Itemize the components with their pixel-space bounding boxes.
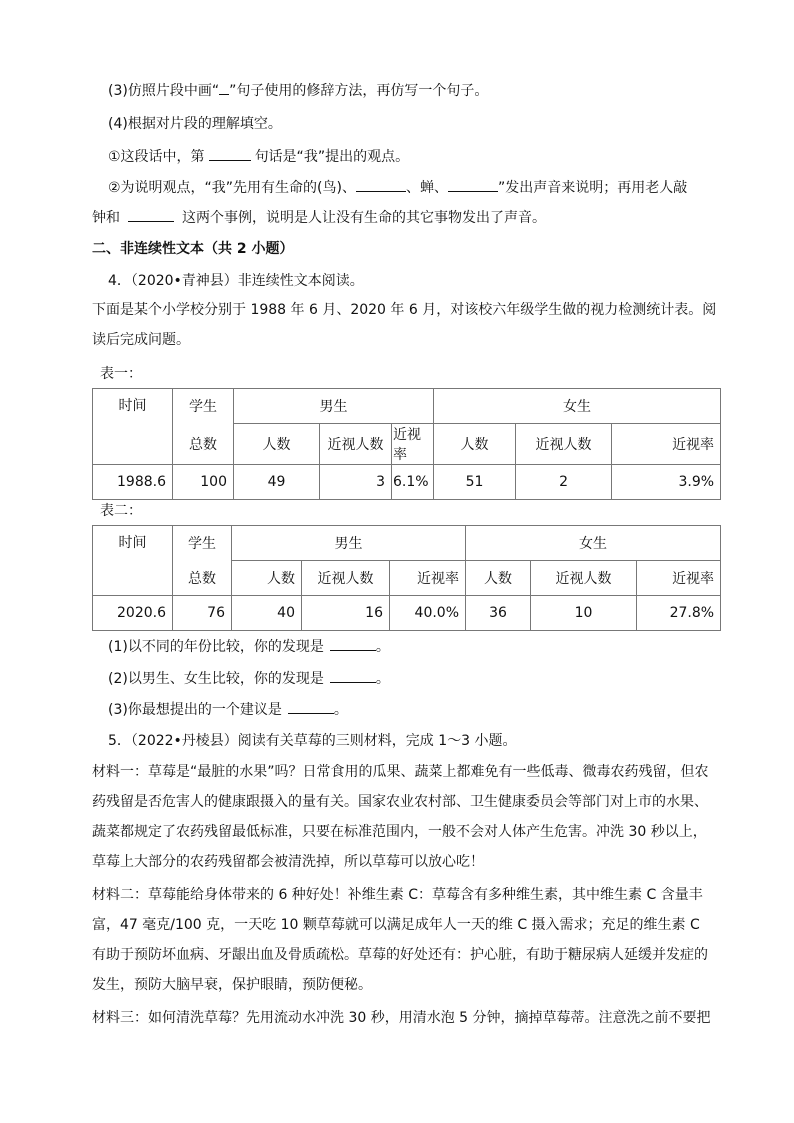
header-myopia-count: 近视人数 <box>320 424 392 465</box>
cell-boys-myopia: 3 <box>320 465 392 500</box>
header-myopia-rate: 近视率 <box>392 424 434 465</box>
header-total: 总数 <box>173 424 234 465</box>
header-students: 学生 <box>173 526 232 561</box>
header-count: 人数 <box>434 424 516 465</box>
q4-2-line: ②为说明观点，“我”先用有生命的(鸟)、 、蝉、 ”发出声音来说明；再用老人敲 <box>108 177 687 198</box>
header-girls: 女生 <box>466 526 721 561</box>
header-time: 时间 <box>93 526 173 596</box>
material-2: 材料二：草莓能给身体带来的 6 种好处！补维生素 C：草莓含有多种维生素，其中维生素 C 含量丰富，47 毫克/100 克，一天吃 10 颗草莓就可以满足成年人一天的维 C 摄入需求；充足的维生素 C 有助于预防坏血病、牙龈出血及骨质疏松。草莓的好处还有：护心脏，有助于糖尿病人延缓并发症的发生，预防大脑早衰，保护眼睛，预防便秘。 <box>92 887 708 993</box>
header-count: 人数 <box>466 561 531 596</box>
answer-blank[interactable] <box>448 177 498 192</box>
q4-header: 4．（2020•青神县）非连续性文本阅读。 <box>108 273 364 289</box>
cell-girls-rate: 27.8% <box>637 596 721 631</box>
answer-blank[interactable] <box>288 699 334 714</box>
header-myopia-count: 近视人数 <box>302 561 390 596</box>
cell-boys-count: 40 <box>232 596 302 631</box>
q4-sub1: (1)以不同的年份比较，你的发现是 。 <box>108 636 390 657</box>
q4-sub3: (3)你最想提出的一个建议是 。 <box>108 699 348 720</box>
header-myopia-rate: 近视率 <box>390 561 466 596</box>
cell-girls-rate: 3.9% <box>612 465 721 500</box>
cell-time: 2020.6 <box>93 596 173 631</box>
cell-girls-count: 36 <box>466 596 531 631</box>
cell-girls-myopia: 2 <box>516 465 612 500</box>
header-myopia-count: 近视人数 <box>531 561 637 596</box>
header-total: 总数 <box>173 561 232 596</box>
header-students: 学生 <box>173 389 234 424</box>
material-1: 材料一：草莓是“最脏的水果”吗？日常食用的瓜果、蔬菜上都难免有一些低毒、微毒农药残留，但农药残留是否危害人的健康跟摄入的量有关。国家农业农村部、卫生健康委员会等部门对上市的水果、蔬菜都规定了农药残留最低标准，只要在标准范围内，一般不会对人体产生危害。冲洗 30 秒以上，草莓上大部分的农药残留都会被清洗掉，所以草莓可以放心吃！ <box>92 764 709 870</box>
header-time: 时间 <box>93 389 173 465</box>
q4-instruction: (4)根据对片段的理解填空。 <box>108 116 282 132</box>
header-count: 人数 <box>234 424 320 465</box>
vision-table-2020 <box>92 525 721 631</box>
material-3: 材料三：如何清洗草莓？先用流动水冲洗 30 秒，用清水泡 5 分钟，摘掉草莓蒂。注意洗之前不要把 <box>92 1010 711 1026</box>
answer-blank[interactable] <box>219 80 229 95</box>
q4-1-line: ①这段话中，第 句话是“我”提出的观点。 <box>108 146 409 167</box>
header-count: 人数 <box>232 561 302 596</box>
answer-blank[interactable] <box>209 146 251 161</box>
cell-boys-rate: 6.1% <box>392 465 434 500</box>
q4-intro: 下面是某个小学校分别于 1988 年 6 月、2020 年 6 月，对该校六年级学生做的视力检测统计表。阅读后完成问题。 <box>92 302 717 348</box>
section-title: 二、非连续性文本（共 2 小题） <box>92 241 294 257</box>
answer-blank[interactable] <box>330 636 376 651</box>
header-myopia-count: 近视人数 <box>516 424 612 465</box>
cell-girls-myopia: 10 <box>531 596 637 631</box>
cell-total: 100 <box>173 465 234 500</box>
header-myopia-rate: 近视率 <box>637 561 721 596</box>
header-boys: 男生 <box>232 526 466 561</box>
vision-table-1988 <box>92 388 721 500</box>
answer-blank[interactable] <box>356 177 406 192</box>
cell-time: 1988.6 <box>93 465 173 500</box>
header-girls: 女生 <box>434 389 721 424</box>
q5-header: 5．（2022•丹棱县）阅读有关草莓的三则材料，完成 1～3 小题。 <box>108 733 517 749</box>
cell-total: 76 <box>173 596 232 631</box>
answer-blank[interactable] <box>128 207 174 222</box>
answer-blank[interactable] <box>330 668 376 683</box>
table1-label: 表一： <box>100 366 142 382</box>
cell-boys-rate: 40.0% <box>390 596 466 631</box>
q4-2-line-cont: 钟和 这两个事例，说明是人让没有生命的其它事物发出了声音。 <box>92 207 546 228</box>
header-myopia-rate: 近视率 <box>612 424 721 465</box>
cell-girls-count: 51 <box>434 465 516 500</box>
cell-boys-count: 49 <box>234 465 320 500</box>
cell-boys-myopia: 16 <box>302 596 390 631</box>
header-boys: 男生 <box>234 389 434 424</box>
q3-line: (3)仿照片段中画“ ”句子使用的修辞方法，再仿写一个句子。 <box>108 80 488 101</box>
table2-label: 表二： <box>100 503 142 519</box>
q4-sub2: (2)以男生、女生比较，你的发现是 。 <box>108 668 390 689</box>
